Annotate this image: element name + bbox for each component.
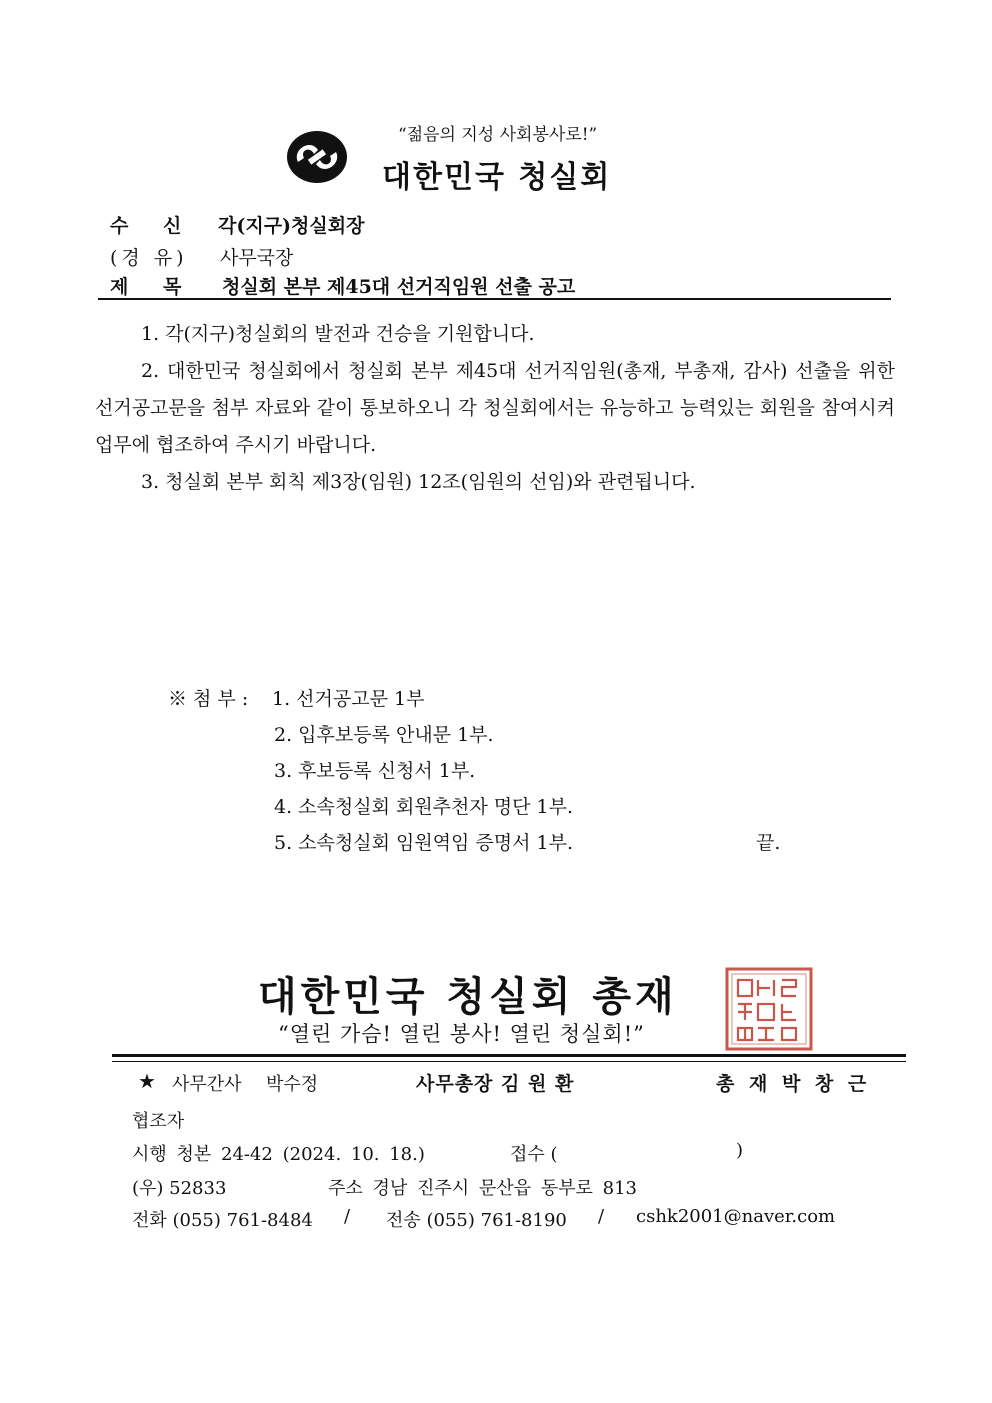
cheongsilhoe-logo-icon xyxy=(284,128,350,186)
via-label: (경 유) xyxy=(110,247,188,269)
paragraph-2: 2. 대한민국 청실회에서 청실회 본부 제45대 선거직임원(총재, 부총재, 감사) 선출을 위한 선거공고문을 첨부 자료와 같이 통보하오니 각 청실회에서는 유능하고 능력있는 회원을 참여시켜 업무에 협조하여 주시기 바랍니다. xyxy=(95,360,895,456)
footer-divider-thin xyxy=(112,1061,906,1062)
recipient-value: 각(지구)청실회장 xyxy=(218,215,365,237)
receipt-close: ) xyxy=(736,1140,744,1161)
email: cshk2001@naver.com xyxy=(636,1206,836,1227)
end-mark: 끝. xyxy=(756,832,781,854)
postal-code: (우) 52833 xyxy=(132,1178,227,1199)
subject-value: 청실회 본부 제45대 선거직임원 선출 공고 xyxy=(222,276,576,298)
attachment-item-4: 4. 소속청실회 회원추천자 명단 1부. xyxy=(274,796,574,818)
staff-name: 박수정 xyxy=(266,1074,319,1095)
attachment-item-5: 5. 소속청실회 임원역임 증명서 1부. xyxy=(274,832,574,854)
receipt-info: 접수 ( xyxy=(510,1144,558,1165)
secretary-general: 사무총장 김 원 환 xyxy=(416,1073,575,1095)
star-icon: ★ xyxy=(138,1069,156,1093)
fax: 전송 (055) 761-8190 xyxy=(386,1210,567,1231)
attachment-item-3: 3. 후보등록 신청서 1부. xyxy=(274,760,476,782)
official-seal-icon xyxy=(724,966,814,1052)
sender-title: 대한민국 청실회 총재 xyxy=(258,973,678,1020)
top-slogan: “젊음의 지성 사회봉사로!” xyxy=(398,125,598,145)
paragraph-1: 1. 각(지구)청실회의 발전과 건승을 기원합니다. xyxy=(141,323,535,345)
header-divider xyxy=(98,298,891,300)
subject-row xyxy=(110,272,810,298)
attachment-item-1: 1. 선거공고문 1부 xyxy=(272,688,425,710)
phone: 전화 (055) 761-8484 xyxy=(132,1210,313,1231)
footer-divider-thick xyxy=(112,1054,906,1057)
staff-label: 사무간사 xyxy=(172,1074,242,1095)
paragraph-3: 3. 청실회 본부 회칙 제3장(임원) 12조(임원의 선임)와 관련됩니다. xyxy=(141,471,696,493)
body-paragraphs xyxy=(95,316,895,501)
recipient-label: 수 신 xyxy=(110,215,196,237)
attachment-label: ※ 첨 부 : xyxy=(168,688,249,710)
enforcement-info: 시행 청본 24-42 (2024. 10. 18.) xyxy=(132,1144,425,1165)
subject-label: 제 목 xyxy=(110,276,196,298)
via-value: 사무국장 xyxy=(220,247,294,269)
recipient-row xyxy=(110,211,810,237)
address: 주소 경남 진주시 문산읍 동부로 813 xyxy=(328,1178,638,1199)
attachment-item-2: 2. 입후보등록 안내문 1부. xyxy=(274,724,494,746)
separator-1: / xyxy=(344,1206,351,1227)
org-title: 대한민국 청실회 xyxy=(382,160,612,195)
cooperator-label: 협조자 xyxy=(132,1111,185,1132)
via-row xyxy=(110,243,810,269)
separator-2: / xyxy=(598,1206,605,1227)
sender-slogan: “열린 가슴! 열린 봉사! 열린 청실회!” xyxy=(278,1022,645,1046)
president: 총 재 박 창 근 xyxy=(716,1073,871,1095)
